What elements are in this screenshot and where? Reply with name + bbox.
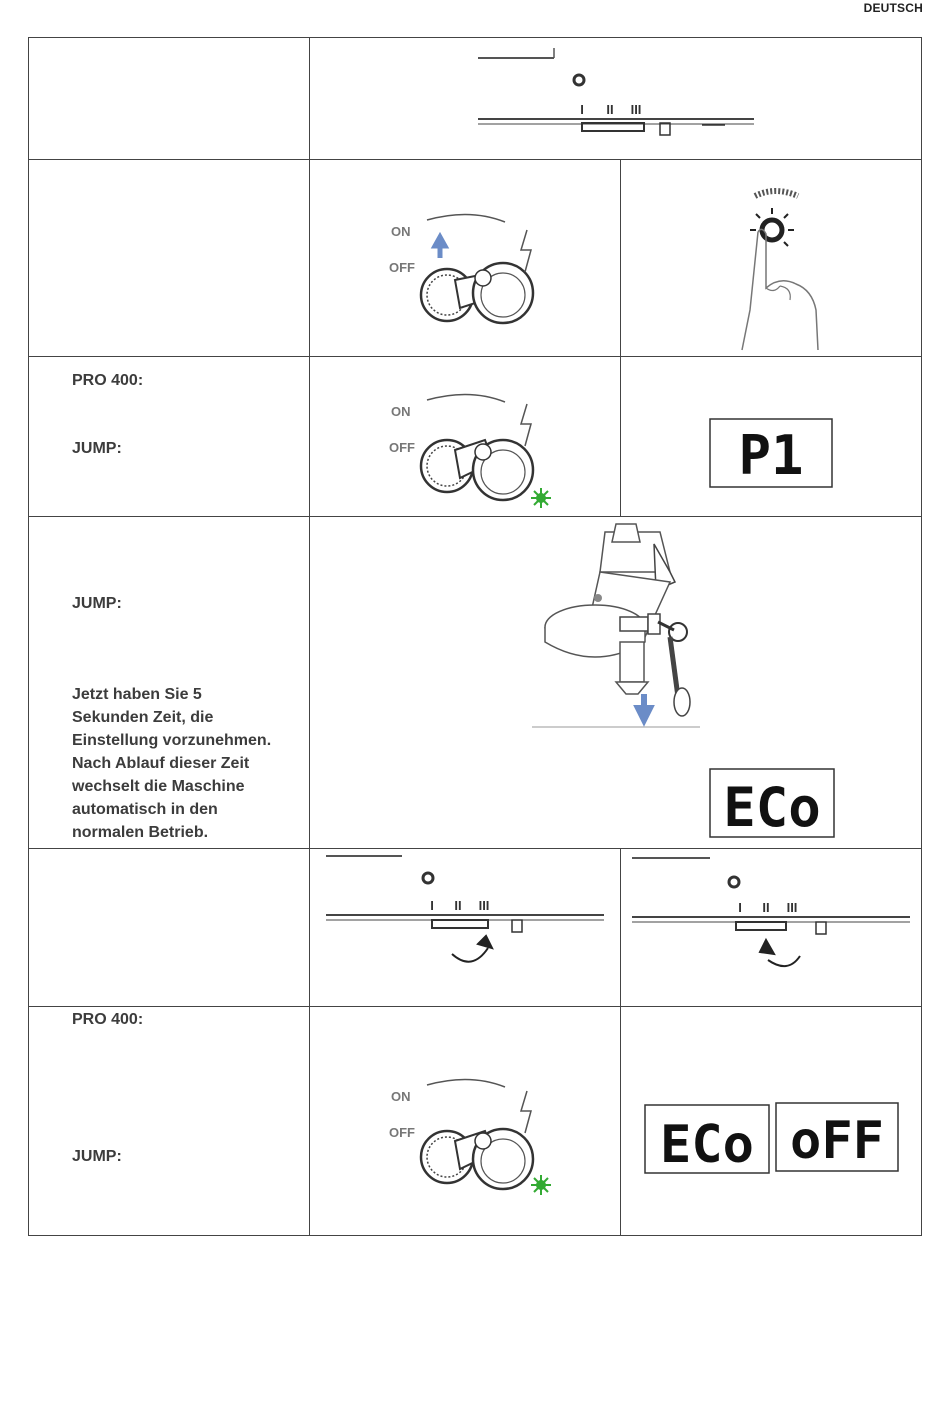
row4-jump-label: JUMP: — [72, 595, 122, 612]
switch-off-label: OFF — [389, 440, 415, 455]
selector-pos-1: I — [580, 102, 584, 117]
selector-dial-icon — [628, 852, 918, 982]
display-eco-text: ECo — [723, 776, 821, 839]
note-line: Einstellung vorzunehmen. — [72, 732, 272, 749]
note-line: wechselt die Maschine — [72, 778, 245, 795]
switch-on-label: ON — [391, 1089, 411, 1104]
power-switch-icon — [385, 210, 545, 335]
switch-off-label: OFF — [389, 260, 415, 275]
selector-pos-2: II — [606, 102, 614, 117]
display-eco — [709, 768, 835, 838]
selector-pos-1: I — [738, 900, 742, 915]
power-switch-icon — [385, 1075, 565, 1200]
note-line: Sekunden Zeit, die — [72, 709, 214, 726]
note-line: automatisch in den — [72, 801, 218, 818]
button-press-icon — [720, 190, 840, 355]
brew-group-icon — [530, 522, 710, 732]
note-line: Nach Ablauf dieser Zeit — [72, 755, 250, 772]
note-line: normalen Betrieb. — [72, 824, 209, 841]
row4-note — [72, 683, 302, 844]
display-eco-off-b: oFF — [790, 1111, 884, 1171]
note-line: Jetzt haben Sie 5 — [72, 686, 202, 703]
selector-pos-2: II — [454, 898, 462, 913]
selector-pos-3: III — [630, 102, 642, 117]
row6-pro400-label: PRO 400: — [72, 1011, 144, 1028]
switch-on-label: ON — [391, 404, 411, 419]
row3-jump-label: JUMP: — [72, 440, 122, 457]
display-eco-off-a: ECo — [660, 1115, 754, 1175]
row3-pro400-label: PRO 400: — [72, 372, 144, 389]
language-label: DEUTSCH — [863, 1, 923, 15]
selector-pos-3: III — [478, 898, 490, 913]
selector-dial-icon — [322, 852, 612, 982]
display-p1 — [709, 418, 833, 488]
selector-pos-1: I — [430, 898, 434, 913]
selector-pos-3: III — [786, 900, 798, 915]
switch-off-label: OFF — [389, 1125, 415, 1140]
row6-jump-label: JUMP: — [72, 1148, 122, 1165]
switch-on-label: ON — [391, 224, 411, 239]
green-led-icon — [531, 488, 551, 508]
rotate-arrow-icon — [452, 948, 488, 962]
rotate-arrow-icon — [768, 956, 800, 966]
display-eco-small — [644, 1104, 770, 1174]
display-off — [775, 1102, 899, 1172]
display-p1-text: P1 — [738, 424, 804, 487]
power-switch-icon — [385, 390, 565, 515]
selector-pos-2: II — [762, 900, 770, 915]
selector-dial-icon — [470, 44, 770, 144]
green-led-icon — [531, 1175, 551, 1195]
